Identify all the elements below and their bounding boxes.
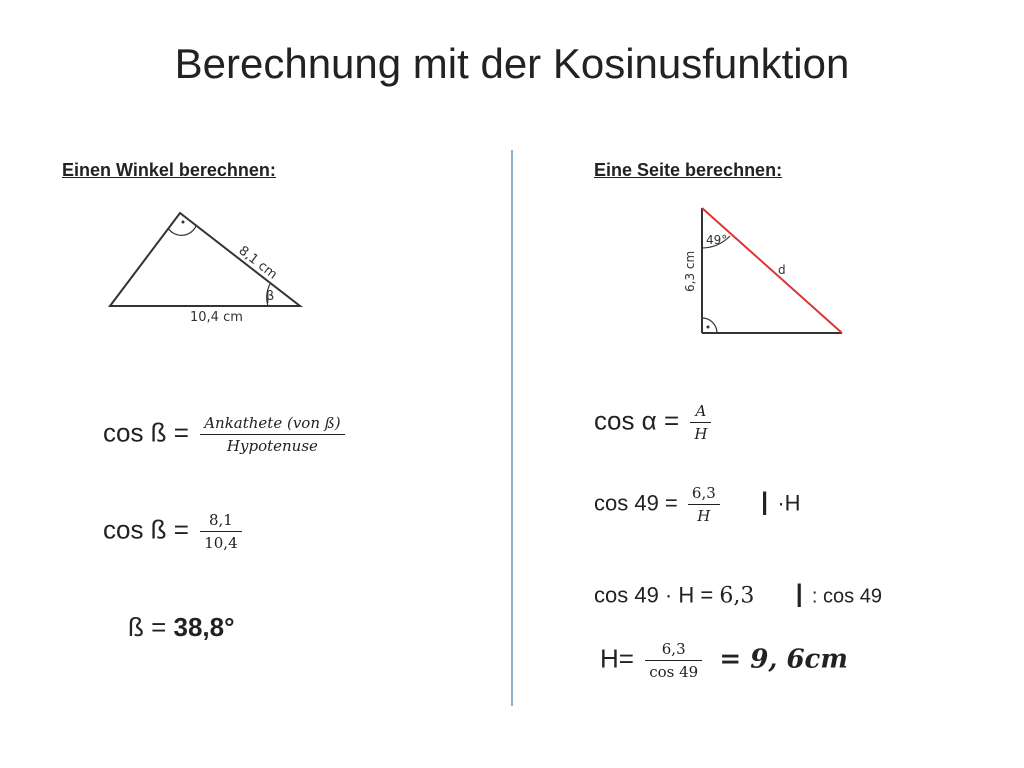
r-eq4-result: = 9, 6cm — [719, 644, 848, 675]
right-angle-dot — [182, 221, 185, 224]
eq2-denominator: 10,4 — [204, 534, 238, 552]
r-eq2-operation: ·H — [777, 490, 801, 516]
right-triangle-figure — [680, 200, 860, 350]
beta-label: β — [266, 289, 275, 304]
r-eq4-fraction — [645, 640, 702, 681]
r-eq2-numerator: 6,3 — [691, 484, 716, 502]
r-eq2-separator: I — [759, 485, 770, 523]
right-heading: Eine Seite berechnen: — [594, 160, 783, 180]
left-heading: Einen Winkel berechnen: — [62, 160, 276, 180]
r-eq4-numerator: 6,3 — [661, 640, 686, 658]
eq1-numerator: Ankathete (von ß) — [204, 414, 341, 432]
eq1-denominator: Hypotenuse — [226, 437, 318, 455]
hypotenuse-d-label: d — [778, 263, 786, 277]
r-eq1-fraction — [690, 402, 711, 443]
r-eq3-value: 6,3 — [719, 583, 755, 609]
right-hypotenuse — [702, 208, 842, 333]
right-equation-2 — [594, 484, 801, 525]
r-eq3-separator: I — [794, 577, 804, 615]
r-eq3-lhs: cos 49 · H = — [594, 582, 720, 608]
r-eq2-fraction — [688, 484, 720, 525]
left-equation-3 — [128, 612, 235, 643]
right-equation-1 — [594, 402, 715, 443]
r-eq1-denominator: H — [694, 425, 708, 443]
r-eq2-denominator: H — [697, 507, 711, 525]
left-equation-2 — [103, 511, 246, 552]
eq2-lhs: cos ß = — [103, 514, 189, 545]
r-eq1-lhs: cos α = — [594, 405, 680, 436]
page-title: Berechnung mit der Kosinusfunktion — [174, 40, 850, 87]
right-equation-3 — [594, 577, 882, 616]
left-equation-1 — [103, 414, 349, 455]
eq2-fraction — [200, 511, 241, 552]
side-label-63: 6,3 cm — [683, 250, 697, 292]
left-triangle-figure — [90, 200, 330, 330]
angle-49-label: 49° — [706, 233, 728, 247]
eq1-fraction — [200, 414, 344, 455]
eq2-numerator: 8,1 — [208, 511, 233, 529]
right-angle-arc — [168, 226, 196, 235]
eq3-value: 38,8° — [173, 612, 235, 642]
r-eq1-numerator: A — [695, 402, 707, 420]
right-angle-arc-2 — [702, 318, 717, 333]
r-eq4-denominator: cos 49 — [649, 663, 699, 681]
r-eq3-operation: : cos 49 — [811, 585, 882, 608]
right-equation-4 — [600, 640, 848, 681]
column-divider — [511, 150, 513, 706]
eq3-lhs: ß = — [128, 612, 174, 642]
right-angle-dot-2 — [707, 326, 710, 329]
eq1-lhs: cos ß = — [103, 417, 189, 448]
r-eq2-lhs: cos 49 = — [594, 490, 678, 516]
base-label: 10,4 cm — [190, 310, 243, 325]
r-eq4-lhs: H= — [600, 643, 634, 674]
hypotenuse-label: 8,1 cm — [235, 243, 280, 283]
